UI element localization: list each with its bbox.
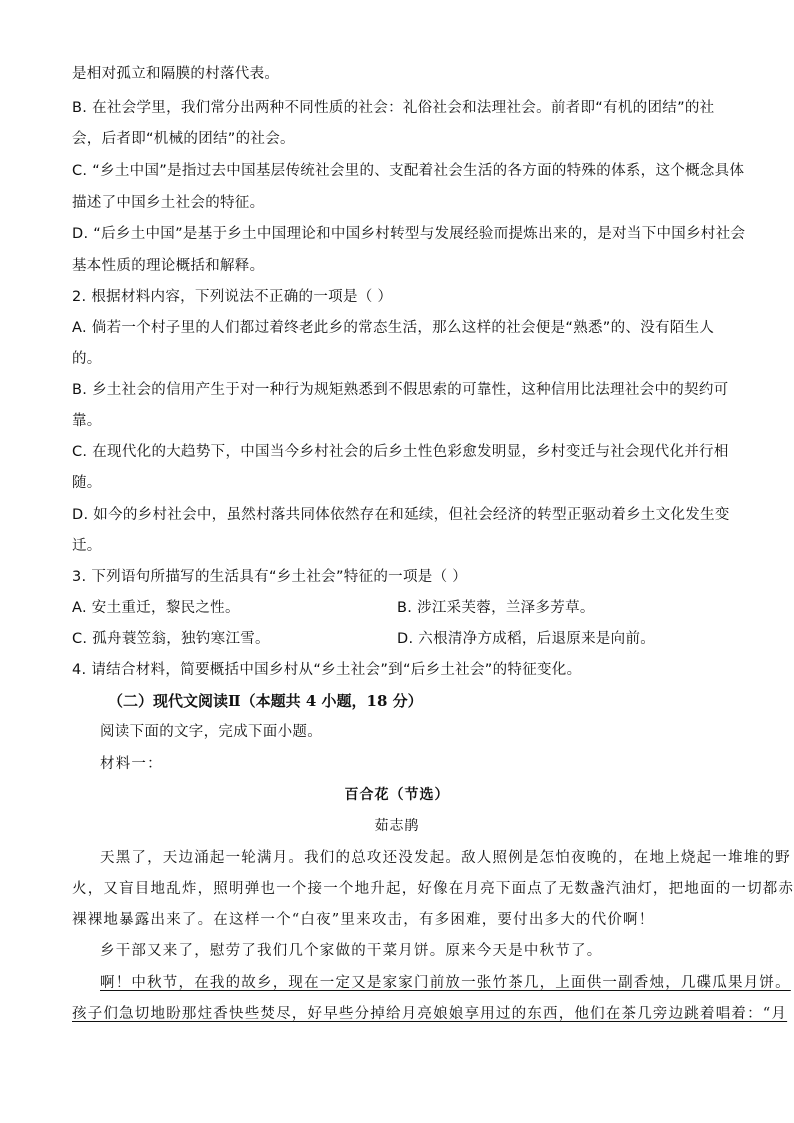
story-title: 百合花（节选）: [344, 787, 450, 803]
underlined-story-line: 孩子们急切地盼那炷香快些焚尽，好早些分掉给月亮娘娘享用过的东西，他们在茶几旁边跳着唱着：“月: [72, 1006, 788, 1022]
text-line: 的。: [72, 351, 102, 367]
q3-option-c: C. 孤舟蓑笠翁，独钓寒江雪。: [72, 631, 270, 647]
story-paragraph-line: 乡干部又来了，慰劳了我们几个家做的干菜月饼。原来今天是中秋节了。: [100, 943, 603, 959]
option-d-line: D. “后乡土中国”是基于乡土中国理论和中国乡村转型与发展经验而提炼出来的，是对当下中国乡村社会: [72, 226, 746, 242]
story-paragraph-line: 天黑了，天边涌起一轮满月。我们的总攻还没发起。敌人照例是怎怕夜晚的，在地上烧起一堆堆的野: [100, 850, 791, 866]
q2-option-d: D. 如今的乡村社会中，虽然村落共同体依然存在和延续，但社会经济的转型正驱动着乡土文化发生变: [72, 507, 730, 523]
story-paragraph-line: 裸裸地暴露出来了。在这样一个“白夜”里来攻击，有多困难，要付出多大的代价啊！: [72, 912, 655, 928]
question-2: 2. 根据材料内容，下列说法不正确的一项是（ ）: [72, 289, 393, 305]
q2-option-b: B. 乡土社会的信用产生于对一种行为规矩熟悉到不假思索的可靠性，这种信用比法理社会中的契约可: [72, 382, 729, 398]
q2-option-c: C. 在现代化的大趋势下，中国当今乡村社会的后乡土性色彩愈发明显，乡村变迁与社会现代化并行相: [72, 444, 729, 460]
text-line: 会，后者即“机械的团结”的社会。: [72, 131, 295, 147]
question-3: 3. 下列语句所描写的生活具有“乡土社会”特征的一项是（ ）: [72, 569, 468, 585]
option-c-line: C. “乡土中国”是指过去中国基层传统社会里的、支配着社会生活的各方面的特殊的体系，这个概念具体: [72, 163, 745, 179]
text-line: 是相对孤立和隔膜的村落代表。: [72, 66, 280, 82]
material-label: 材料一：: [100, 756, 163, 772]
text-line: 描述了中国乡土社会的特征。: [72, 195, 265, 211]
question-4: 4. 请结合材料，简要概括中国乡村从“乡土社会”到“后乡土社会”的特征变化。: [72, 662, 582, 678]
option-b-line: B. 在社会学里，我们常分出两种不同性质的社会：礼俗社会和法理社会。前者即“有机的团结”的社: [72, 100, 715, 116]
q2-option-a: A. 倘若一个村子里的人们都过着终老此乡的常态生活，那么这样的社会便是“熟悉”的、没有陌生人: [72, 320, 715, 336]
section-title: （二）现代文阅读Ⅱ（本题共 4 小题，18 分）: [108, 692, 423, 710]
story-paragraph-line: 火，又盲目地乱炸，照明弹也一个接一个地升起，好像在月亮下面点了无数盏汽油灯，把地面的一切都赤: [72, 881, 794, 897]
q3-option-a: A. 安土重迁，黎民之性。: [72, 600, 240, 616]
text-line: 基本性质的理论概括和解释。: [72, 258, 265, 274]
q3-option-b: B. 涉江采芙蓉，兰泽多芳草。: [397, 600, 595, 616]
text-line: 靠。: [72, 413, 102, 429]
q3-option-d: D. 六根清净方成稻，后退原来是向前。: [397, 631, 656, 647]
story-author: 茹志鹃: [374, 818, 420, 834]
text-line: 迁。: [72, 538, 102, 554]
text-line: 随。: [72, 475, 102, 491]
instruction: 阅读下面的文字，完成下面小题。: [100, 724, 322, 740]
underlined-story-line: 啊！中秋节，在我的故乡，现在一定又是家家门前放一张竹茶几，上面供一副香烛，几碟瓜果月饼。: [100, 975, 791, 991]
